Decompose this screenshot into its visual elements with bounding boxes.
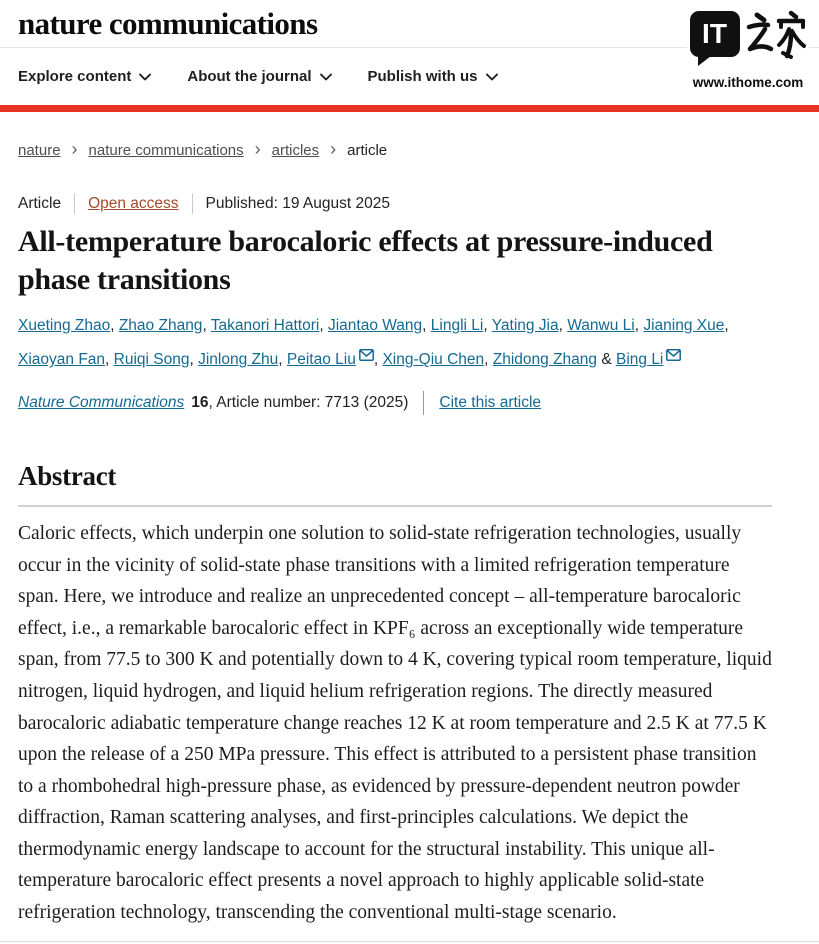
author-separator: , (278, 351, 287, 369)
email-icon[interactable] (666, 348, 681, 365)
chevron-down-icon (320, 68, 332, 85)
ithome-cjk-logo-icon (745, 9, 807, 66)
author-link[interactable]: Wanwu Li (567, 316, 635, 334)
meta-separator (192, 193, 193, 214)
open-access-link[interactable]: Open access (88, 194, 179, 212)
article-page (0, 140, 819, 929)
published-date: Published: 19 August 2025 (205, 194, 390, 212)
nav-publish-with-us[interactable] (368, 68, 498, 85)
author-separator: , (319, 316, 328, 334)
ithome-logo (687, 9, 809, 67)
abstract-paragraph: Caloric effects, which underpin one solution to solid-state refrigeration technologies, usually occur in the vicinity of solid-state phase transitions with a limited refrigeration temperature span. Here, we introduce and realize an unprecedented concept – all-temperature barocaloric effect, i.e., a remarkable barocaloric effect in KPF₆ across an exceptionally wide temperature span, from 77.5 to 300 K and potentially down to 4 K, covering typical room temperature, liquid nitrogen, liquid hydrogen, and liquid helium refrigeration regions. The directly measured barocaloric adiabatic temperature change reaches 12 K at room temperature and 2.5 K at 77.5 K upon the release of a 250 MPa pressure. This effect is attributed to a persistent phase transition to a rhombohedral high-pressure phase, as evidenced by pressure-dependent neutron powder diffraction, Raman scattering analyses, and first-principles calculations. We depict the thermodynamic energy landscape to account for the structural instability. This unique all-temperature barocaloric effect presents a novel approach to highly applicable solid-state refrigeration technology, transcending the conventional multi-stage scenario. (18, 523, 772, 924)
author-separator: , (110, 316, 119, 334)
author-link[interactable]: Jinlong Zhu (198, 351, 279, 369)
ithome-watermark (687, 9, 809, 92)
author-separator: , (483, 316, 492, 334)
author-link[interactable]: Lingli Li (430, 316, 484, 334)
breadcrumb-separator-icon: › (254, 139, 261, 159)
section-divider (0, 941, 819, 942)
author-link[interactable]: Bing Li (615, 351, 664, 369)
author-separator: , (558, 316, 568, 334)
breadcrumb-link-nature[interactable]: nature (18, 141, 61, 159)
author-link[interactable]: Zhidong Zhang (492, 351, 598, 369)
email-icon[interactable] (359, 348, 374, 365)
citation-separator (423, 391, 424, 415)
nav-item-label: Explore content (18, 68, 132, 85)
article-meta (18, 193, 772, 214)
author-link[interactable]: Jiantao Wang (327, 316, 423, 334)
author-link[interactable]: Xueting Zhao (18, 316, 111, 334)
author-separator: , (422, 316, 431, 334)
breadcrumb-separator-icon: › (71, 139, 78, 159)
ithome-url: www.ithome.com (692, 75, 804, 90)
cite-this-article-link[interactable]: Cite this article (439, 394, 542, 412)
ithome-it-bubble-icon: IT (690, 11, 740, 57)
chevron-down-icon (139, 68, 151, 85)
author-separator: , (202, 316, 211, 334)
author-link[interactable]: Xiaoyan Fan (18, 351, 106, 369)
journal-logo[interactable]: nature communications (18, 5, 318, 41)
abstract-heading: Abstract (18, 461, 117, 492)
author-list (18, 310, 772, 377)
author-link[interactable]: Jianing Xue (643, 316, 725, 334)
author-link[interactable]: Yating Jia (491, 316, 559, 334)
author-link[interactable]: Takanori Hattori (210, 316, 320, 334)
nav-item-label: About the journal (187, 68, 312, 85)
nav-explore-content[interactable] (18, 68, 151, 85)
author-separator: , (634, 316, 644, 334)
abstract-divider (18, 505, 772, 507)
author-separator: , (105, 351, 114, 369)
nav-item-label: Publish with us (367, 68, 478, 85)
author-separator: & (597, 351, 616, 369)
author-separator: , (373, 351, 383, 369)
author-link[interactable]: Zhao Zhang (118, 316, 203, 334)
nav-about-the-journal[interactable] (187, 68, 331, 85)
breadcrumb (18, 140, 772, 160)
article-number: , Article number: 7713 (2025) (208, 394, 409, 412)
breadcrumb-separator-icon: › (330, 139, 337, 159)
author-separator: , (189, 351, 199, 369)
author-separator: , (724, 316, 729, 334)
author-link[interactable]: Xing-Qiu Chen (382, 351, 485, 369)
breadcrumb-link-nature-communications[interactable]: nature communications (88, 141, 244, 159)
article-type-label: Article (18, 194, 62, 212)
author-link[interactable]: Peitao Liu (286, 351, 356, 369)
volume-number: 16 (191, 394, 209, 412)
breadcrumb-current: article (347, 141, 388, 159)
accent-red-bar (0, 105, 819, 112)
article-title: All-temperature barocaloric effects at pressure-induced phase transitions (18, 225, 713, 296)
author-separator: , (484, 351, 493, 369)
journal-link[interactable]: Nature Communications (18, 394, 185, 412)
chevron-down-icon (486, 68, 498, 85)
author-link[interactable]: Ruiqi Song (113, 351, 190, 369)
breadcrumb-link-articles[interactable]: articles (271, 141, 320, 159)
citation-line (18, 391, 772, 415)
meta-separator (74, 193, 75, 214)
